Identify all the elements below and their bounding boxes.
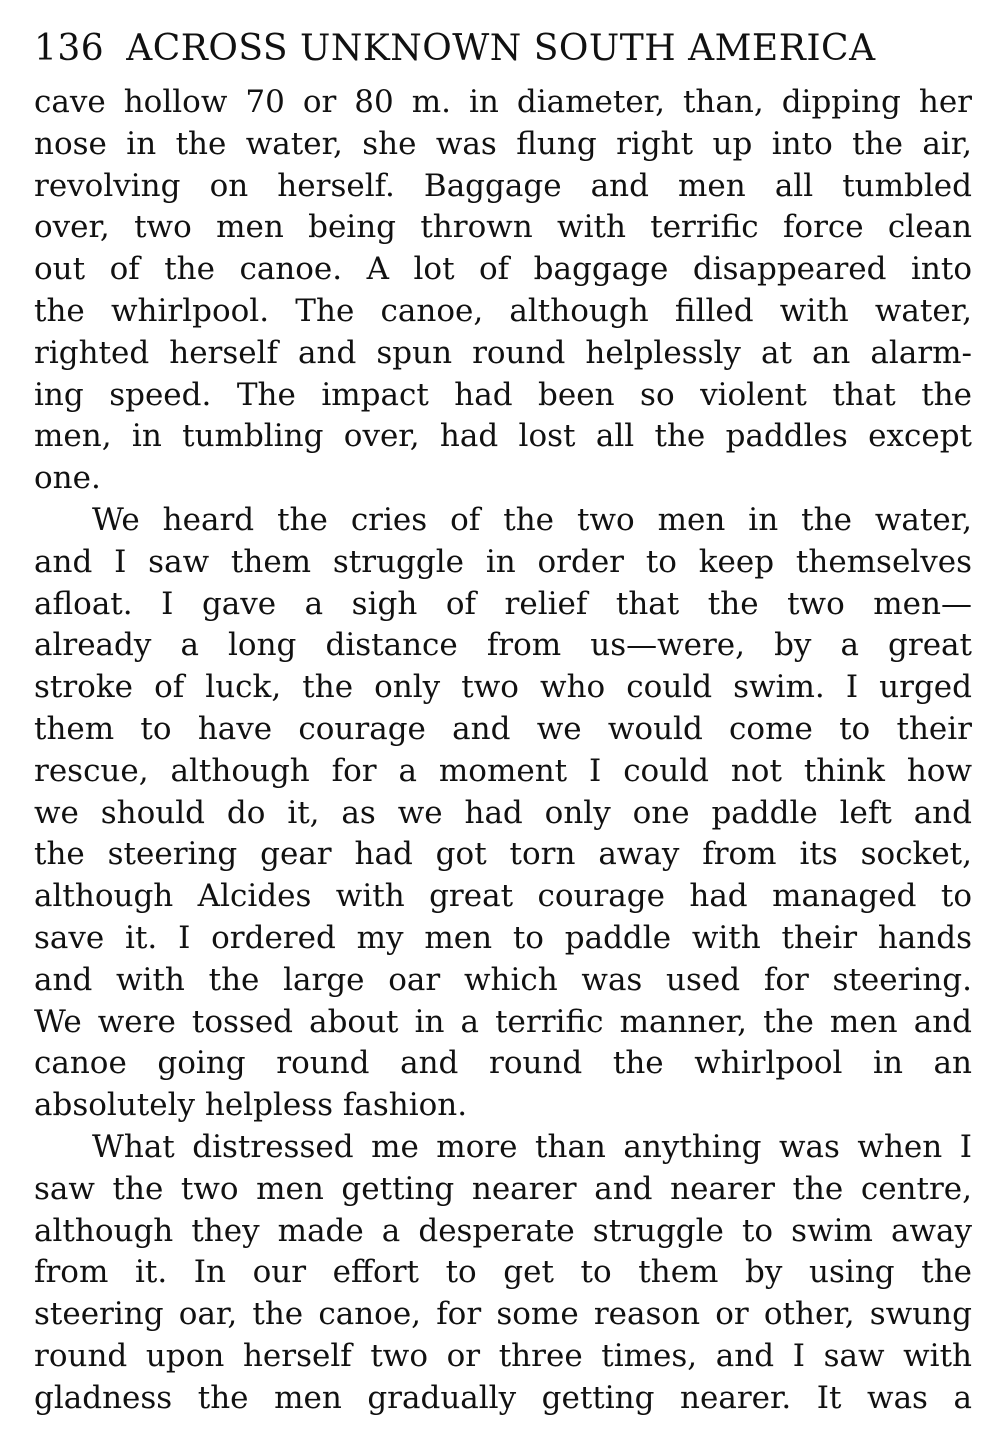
text-line: nose in the water, she was flung right up into the air, — [34, 125, 972, 162]
text-line: over, two men being thrown with terrific force clean — [34, 209, 972, 246]
text-line: ing speed. The impact had been so violent that the — [34, 376, 972, 413]
text-line: already a long distance from us—were, by a great — [34, 627, 972, 664]
text-line: stroke of luck, the only two who could swim. I urged — [34, 669, 972, 706]
text-line: them to have courage and we would come to their — [34, 710, 972, 747]
paragraph-continued — [34, 82, 972, 500]
text-line: one. — [34, 460, 101, 497]
text-line: revolving on herself. Baggage and men all tumbled — [34, 167, 972, 204]
text-line: We were tossed about in a terrific manner, the men and — [34, 1003, 972, 1040]
text-line: we should do it, as we had only one paddle left and — [34, 794, 972, 831]
text-line: absolutely helpless fashion. — [34, 1087, 468, 1124]
text-line: and with the large oar which was used for steering. — [34, 961, 972, 998]
text-line: righted herself and spun round helplessly at an alarm- — [34, 334, 972, 371]
text-line: gladness the men gradually getting nearer. It was a — [34, 1379, 972, 1416]
text-line: afloat. I gave a sigh of relief that the two men— — [34, 585, 972, 622]
text-line: rescue, although for a moment I could not think how — [34, 752, 972, 789]
text-line: men, in tumbling over, had lost all the paddles except — [34, 418, 972, 455]
text-line: from it. In our effort to get to them by using the — [34, 1254, 972, 1291]
text-line: although Alcides with great courage had managed to — [34, 878, 972, 915]
text-line: the whirlpool. The canoe, although filled with water, — [34, 292, 972, 329]
text-line: cave hollow 70 or 80 m. in diameter, than, dipping her — [34, 84, 972, 120]
book-page — [34, 28, 972, 1420]
text-line: steering oar, the canoe, for some reason or other, swung — [34, 1296, 972, 1333]
paragraph — [34, 500, 972, 1127]
paragraph — [34, 1127, 972, 1420]
text-line: We heard the cries of the two men in the water, — [92, 501, 972, 538]
text-line: save it. I ordered my men to paddle with their hands — [34, 919, 972, 956]
text-line: saw the two men getting nearer and nearer the centre, — [34, 1170, 972, 1207]
running-head — [34, 28, 972, 70]
page-number: 136 — [34, 28, 105, 69]
book-title: ACROSS UNKNOWN SOUTH AMERICA — [126, 28, 876, 69]
text-line: although they made a desperate struggle to swim away — [34, 1212, 972, 1249]
text-line: What distressed me more than anything was when I — [92, 1128, 972, 1165]
text-line: canoe going round and round the whirlpool in an — [34, 1045, 972, 1082]
text-line: out of the canoe. A lot of baggage disappeared into — [34, 251, 972, 288]
text-line: the steering gear had got torn away from its socket, — [34, 836, 972, 873]
text-line: and I saw them struggle in order to keep themselves — [34, 543, 972, 580]
text-line: round upon herself two or three times, and I saw with — [34, 1337, 972, 1374]
